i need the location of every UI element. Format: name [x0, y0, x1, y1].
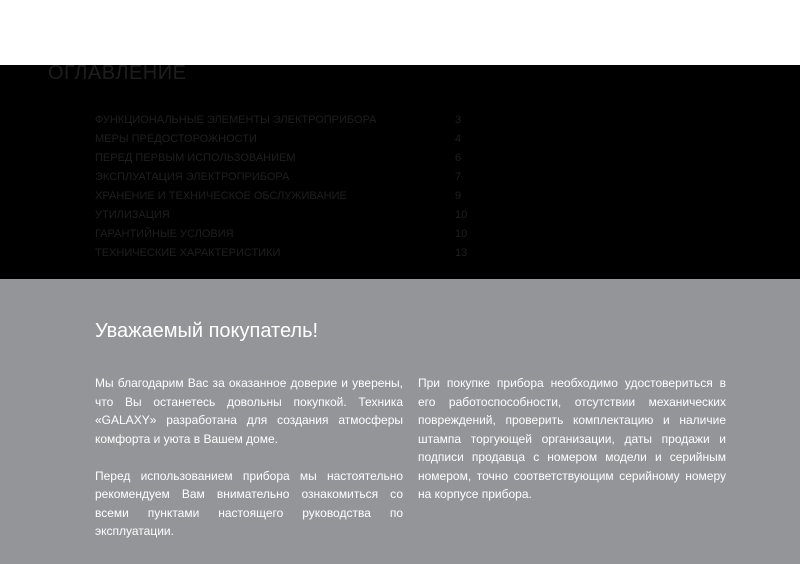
- toc-item-title: ХРАНЕНИЕ И ТЕХНИЧЕСКОЕ ОБСЛУЖИВАНИЕ: [95, 190, 347, 202]
- toc-item[interactable]: [95, 168, 495, 187]
- toc-item[interactable]: [95, 225, 495, 244]
- toc-list: [95, 111, 495, 263]
- toc-item-page: 6: [455, 152, 462, 164]
- toc-item-page: 9: [455, 190, 462, 202]
- toc-item[interactable]: [95, 244, 495, 263]
- toc-item[interactable]: [95, 130, 495, 149]
- toc-item-page: 3: [455, 114, 462, 126]
- toc-item-title: МЕРЫ ПРЕДОСТОРОЖНОСТИ: [95, 133, 257, 145]
- greeting-heading: Уважаемый покупатель!: [95, 320, 319, 342]
- greeting-paragraph: При покупке прибора необходимо удостовериться в его работоспособности, отсутствии механических повреждений, проверить комплектацию и наличие штампа торгующей организации, даты продажи и подписи продавца с номером модели и серийным номером, точно соответствующим серийному номеру на корпусе прибора.: [418, 376, 726, 501]
- toc-item[interactable]: [95, 149, 495, 168]
- toc-item-title: ФУНКЦИОНАЛЬНЫЕ ЭЛЕМЕНТЫ ЭЛЕКТРОПРИБОРА: [95, 114, 377, 126]
- toc-item-title: ГАРАНТИЙНЫЕ УСЛОВИЯ: [95, 228, 234, 240]
- toc-item-page: 10: [455, 209, 468, 221]
- page-top-margin: [0, 0, 800, 65]
- toc-item-page: 10: [455, 228, 468, 240]
- toc-item-page: 13: [455, 247, 468, 259]
- toc-item-page: 7: [455, 171, 462, 183]
- toc-item-page: 4: [455, 133, 462, 145]
- greeting-right-column: [418, 374, 726, 522]
- table-of-contents: [0, 65, 800, 279]
- greeting-paragraph: Перед использованием прибора мы настоятельно рекомендуем Вам внимательно ознакомиться со всеми пунктами настоящего руководства по эксплуатации.: [95, 468, 403, 538]
- greeting-section: [0, 279, 800, 564]
- greeting-left-column: [95, 374, 403, 559]
- greeting-paragraph: Мы благодарим Вас за оказанное доверие и уверены, что Вы останетесь довольны покупкой. Техника «GALAXY» разработана для создания атмосферы комфорта и уюта в Вашем доме.: [95, 376, 403, 446]
- toc-item[interactable]: [95, 111, 495, 130]
- toc-item[interactable]: [95, 187, 495, 206]
- toc-item-title: ТЕХНИЧЕСКИЕ ХАРАКТЕРИСТИКИ: [95, 247, 281, 259]
- toc-item[interactable]: [95, 206, 495, 225]
- toc-title: ОГЛАВЛЕНИЕ: [48, 65, 187, 84]
- toc-item-title: УТИЛИЗАЦИЯ: [95, 209, 170, 221]
- toc-item-title: ЭКСПЛУАТАЦИЯ ЭЛЕКТРОПРИБОРА: [95, 171, 290, 183]
- toc-item-title: ПЕРЕД ПЕРВЫМ ИСПОЛЬЗОВАНИЕМ: [95, 152, 296, 164]
